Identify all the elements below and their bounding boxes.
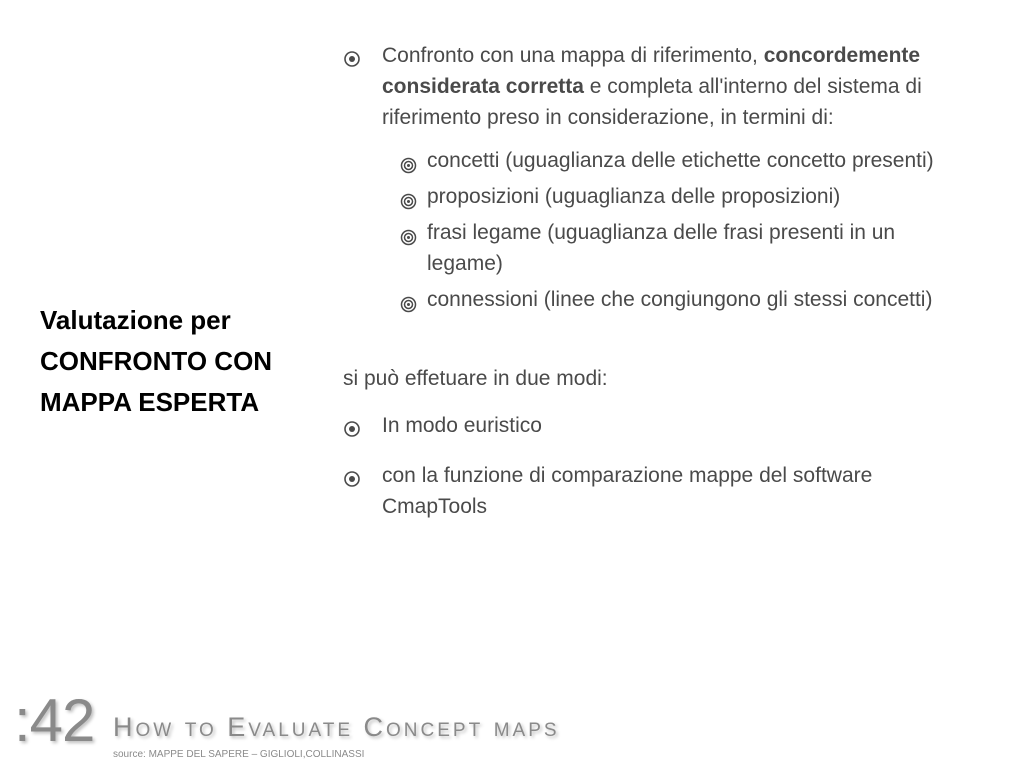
- sub-bullet: [400, 181, 963, 212]
- slide-title-line: Valutazione per: [40, 305, 231, 335]
- circled-dot-icon: [343, 416, 361, 447]
- mode-bullet: [343, 460, 963, 522]
- concentric-circle-icon: [400, 224, 417, 255]
- concentric-circle-icon: [400, 152, 417, 183]
- sub-bullet-text: concetti (uguaglianza delle etichette concetto presenti): [427, 149, 934, 172]
- main-bullet-text-pre: Confronto con una mappa di riferimento,: [382, 44, 764, 67]
- slide-title-line: CONFRONTO CON: [40, 346, 273, 376]
- mode-bullet-text: con la funzione di comparazione mappe del software CmapTools: [382, 464, 873, 518]
- mode-bullet: [343, 410, 963, 441]
- sub-bullet: [400, 217, 963, 279]
- sub-bullet: [400, 145, 963, 176]
- slide-number: :42: [14, 687, 95, 754]
- intro-text: si può effetuare in due modi:: [343, 367, 608, 390]
- circled-dot-icon: [343, 466, 361, 497]
- circled-dot-icon: [343, 46, 361, 77]
- sub-bullet-text: connessioni (linee che congiungono gli stessi concetti): [427, 288, 933, 311]
- main-bullet-text-bold: concordemente considerata corretta: [382, 44, 921, 98]
- sub-bullet: [400, 284, 963, 315]
- main-bullet-text-post: e completa all'interno del sistema di riferimento preso in considerazione, in termini di:: [382, 75, 922, 129]
- footer-source: source: MAPPE DEL SAPERE – GIGLIOLI,COLLINASSI: [113, 749, 365, 760]
- slide-title: [40, 300, 330, 423]
- main-bullet: [343, 40, 963, 133]
- sub-bullet-text: frasi legame (uguaglianza delle frasi presenti in un legame): [427, 221, 896, 275]
- slide-title-line: MAPPA ESPERTA: [40, 387, 260, 417]
- concentric-circle-icon: [400, 188, 417, 219]
- footer-title: How to Evaluate Concept maps: [113, 712, 560, 742]
- slide-content: [343, 40, 963, 534]
- concentric-circle-icon: [400, 291, 417, 322]
- mode-bullet-text: In modo euristico: [382, 414, 542, 437]
- sub-bullet-text: proposizioni (uguaglianza delle proposizioni): [427, 185, 841, 208]
